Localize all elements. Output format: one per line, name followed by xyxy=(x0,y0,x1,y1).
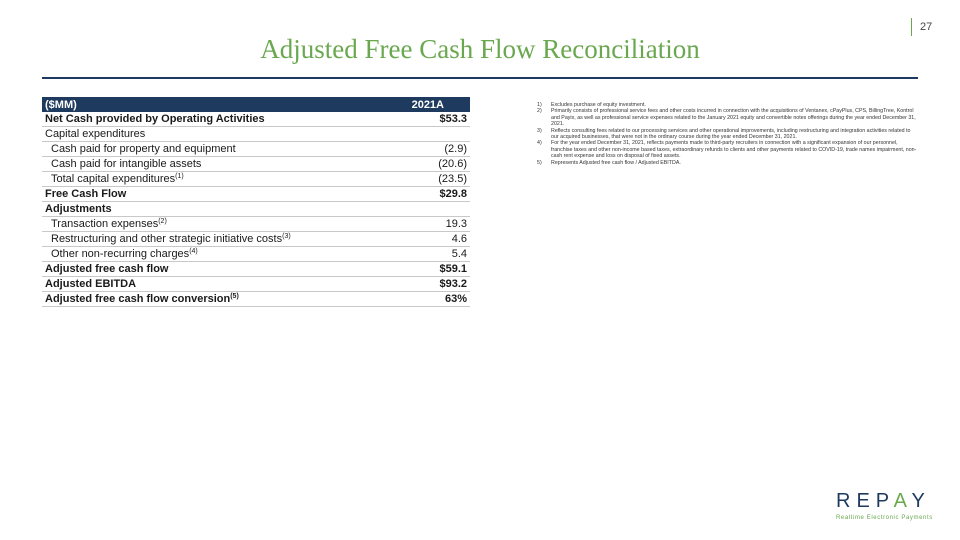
table-row xyxy=(42,172,470,187)
row-label: Adjusted free cash flow xyxy=(42,262,386,277)
row-label: Adjusted free cash flow conversion$^{(5)}$ xyxy=(42,292,386,307)
footnote-number: 4) xyxy=(537,140,542,147)
row-value: (20.6) xyxy=(386,157,470,172)
footnotes xyxy=(537,102,917,166)
footnote-number: 3) xyxy=(537,127,542,134)
row-label: Cash paid for property and equipment xyxy=(42,142,386,157)
footnote-text: Represents Adjusted free cash flow / Adjusted EBITDA. xyxy=(551,159,681,166)
table-row xyxy=(42,232,470,247)
table-row xyxy=(42,292,470,307)
footnote xyxy=(537,140,917,159)
footnote xyxy=(537,160,917,166)
table-row xyxy=(42,247,470,262)
row-value: 4.6 xyxy=(386,232,470,247)
row-value: 63% xyxy=(386,292,470,307)
footnote-ref: (2) xyxy=(158,218,167,225)
table-row xyxy=(42,157,470,172)
table-row xyxy=(42,142,470,157)
footnote-ref: (1) xyxy=(175,173,184,180)
table-row xyxy=(42,277,470,292)
footnote-text: Primarily consists of professional service fees and other costs incurred in connection with the acquisitions of Ventanex, cPayPlus, CPS, BillingTree, Kontrol and Payix, as well as professional service expenses related to the January 2021 equity and convertible notes offerings during the year ended December 31, 2021. xyxy=(551,108,916,128)
footnote-number: 1) xyxy=(537,102,542,108)
row-value: (23.5) xyxy=(386,172,470,187)
footnote-ref: (5) xyxy=(230,293,239,300)
row-label: Restructuring and other strategic initiative costs$^{(3)}$ xyxy=(42,232,386,247)
row-value: $93.2 xyxy=(386,277,470,292)
table-row xyxy=(42,112,470,127)
footnote-text: For the year ended December 31, 2021, reflects payments made to third-party recruiters in connection with a significant expansion of our personnel, franchise taxes and other non-income based taxes, extraordinary refunds to clients and other payments related to COVID-19, trade names impairment, non-cash rent expense and loss on disposal of fixed assets. xyxy=(551,140,917,160)
table-row xyxy=(42,127,470,142)
footnote-number: 5) xyxy=(537,159,542,166)
table-header-row xyxy=(42,97,470,112)
page-number: 27 xyxy=(911,18,946,36)
table-row xyxy=(42,202,470,217)
logo-wordmark: REPAY xyxy=(836,490,931,512)
page-title: Adjusted Free Cash Flow Reconciliation xyxy=(260,34,700,64)
footnote-number: 2) xyxy=(537,108,542,115)
table-row xyxy=(42,262,470,277)
footnote-ref: (4) xyxy=(189,248,198,255)
row-label: Net Cash provided by Operating Activities xyxy=(42,112,386,127)
row-label: Free Cash Flow xyxy=(42,187,386,202)
row-value: $53.3 xyxy=(386,112,470,127)
row-label: Adjusted EBITDA xyxy=(42,277,386,292)
row-value: 19.3 xyxy=(386,217,470,232)
footnote-text: Excludes purchase of equity investment. xyxy=(551,102,646,108)
footnote xyxy=(537,108,917,127)
row-value: (2.9) xyxy=(386,142,470,157)
title-divider xyxy=(42,77,918,79)
row-value xyxy=(386,127,470,142)
row-value xyxy=(386,202,470,217)
row-label: Adjustments xyxy=(42,202,386,217)
header-value: 2021A xyxy=(386,97,470,112)
table-row xyxy=(42,187,470,202)
header-label: ($MM) xyxy=(42,97,386,112)
reconciliation-table xyxy=(42,97,470,307)
footnote-text: Reflects consulting fees related to our processing services and other operational improvements, including restructuring and integration activities related to our acquired businesses, that were not in the ordinary course during the year ended December 31, 2021. xyxy=(551,127,911,141)
logo-tagline: Realtime Electronic Payments xyxy=(836,515,933,521)
row-label: Transaction expenses$^{(2)}$ xyxy=(42,217,386,232)
row-value: $59.1 xyxy=(386,262,470,277)
row-label: Other non-recurring charges$^{(4)}$ xyxy=(42,247,386,262)
row-label: Capital expenditures xyxy=(42,127,386,142)
repay-logo xyxy=(836,490,946,521)
row-value: $29.8 xyxy=(386,187,470,202)
row-label: Total capital expenditures$^{(1)}$ xyxy=(42,172,386,187)
footnote-ref: (3) xyxy=(282,233,291,240)
table-row xyxy=(42,217,470,232)
row-label: Cash paid for intangible assets xyxy=(42,157,386,172)
row-value: 5.4 xyxy=(386,247,470,262)
footnote xyxy=(537,128,917,141)
